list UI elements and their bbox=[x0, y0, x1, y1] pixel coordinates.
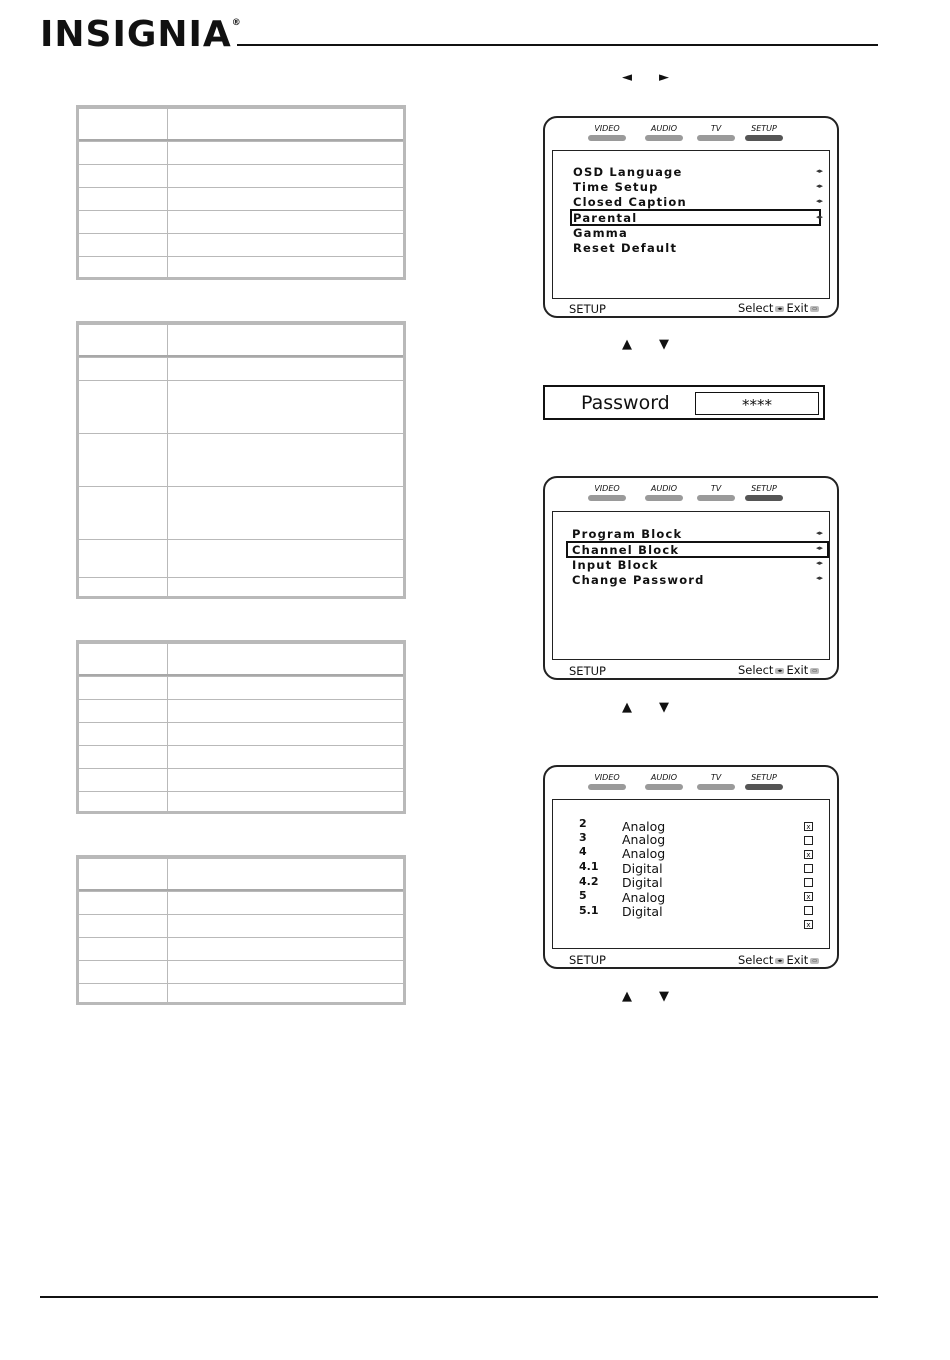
footer-hints bbox=[738, 953, 821, 967]
tab-label: SETUP bbox=[751, 484, 777, 493]
table-row bbox=[79, 433, 403, 486]
menu-item-program-block[interactable]: Program Block bbox=[572, 527, 683, 541]
table-3 bbox=[76, 640, 406, 814]
channel-checkbox[interactable] bbox=[804, 864, 813, 873]
table-row bbox=[79, 256, 403, 279]
channel-checkbox[interactable] bbox=[804, 836, 813, 845]
menu-key-icon: ▭ bbox=[812, 957, 817, 964]
channel-number: 4 bbox=[579, 845, 587, 858]
tab-label: AUDIO bbox=[650, 124, 678, 133]
table-row bbox=[79, 914, 403, 937]
tab-setup[interactable] bbox=[742, 124, 786, 141]
footer-setup-label: SETUP bbox=[569, 302, 606, 316]
menu-item-input-block[interactable]: Input Block bbox=[572, 558, 659, 572]
table-1 bbox=[76, 105, 406, 280]
tab-video[interactable] bbox=[585, 484, 629, 501]
menu-item-gamma[interactable]: Gamma bbox=[573, 226, 628, 240]
tab-tv[interactable] bbox=[694, 124, 738, 141]
select-key-icon: ◂▸ bbox=[777, 305, 783, 312]
channel-list-panel bbox=[552, 799, 830, 949]
table-header-row bbox=[79, 643, 403, 676]
tab-video[interactable] bbox=[585, 773, 629, 790]
channel-number: 5.1 bbox=[579, 904, 599, 917]
osd-setup-screen bbox=[543, 116, 839, 318]
footer-hints bbox=[738, 663, 821, 677]
osd-tab-bar bbox=[545, 124, 837, 144]
submenu-arrow-icon: ◂▸ bbox=[815, 574, 823, 582]
tab-pill bbox=[645, 495, 683, 501]
submenu-arrow-icon: ◂▸ bbox=[815, 544, 823, 552]
submenu-arrow-icon: ◂▸ bbox=[815, 213, 823, 221]
tab-pill bbox=[745, 135, 783, 141]
channel-number: 5 bbox=[579, 889, 587, 902]
table-row bbox=[79, 699, 403, 722]
tab-tv[interactable] bbox=[694, 773, 738, 790]
submenu-arrow-icon: ◂▸ bbox=[815, 529, 823, 537]
table-row bbox=[79, 187, 403, 210]
tab-setup[interactable] bbox=[742, 773, 786, 790]
down-arrow-icon: ▼ bbox=[659, 700, 669, 715]
channel-number: 4.2 bbox=[579, 875, 599, 888]
table-row bbox=[79, 233, 403, 256]
tab-audio[interactable] bbox=[642, 124, 686, 141]
tab-label: TV bbox=[710, 124, 722, 133]
footer-exit: Exit bbox=[786, 953, 809, 967]
submenu-arrow-icon: ◂▸ bbox=[815, 197, 823, 205]
password-dialog bbox=[543, 385, 825, 420]
menu-item-osd-language[interactable]: OSD Language bbox=[573, 165, 683, 179]
tab-pill bbox=[745, 495, 783, 501]
up-arrow-icon: ▲ bbox=[622, 700, 632, 715]
osd-tab-bar bbox=[545, 773, 837, 793]
tab-label: VIDEO bbox=[594, 484, 620, 493]
submenu-arrow-icon: ◂▸ bbox=[815, 182, 823, 190]
channel-checkbox[interactable] bbox=[804, 878, 813, 887]
tab-pill bbox=[645, 135, 683, 141]
submenu-arrow-icon: ◂▸ bbox=[815, 559, 823, 567]
table-row bbox=[79, 791, 403, 811]
tab-pill bbox=[588, 135, 626, 141]
channel-checkbox[interactable]: x bbox=[804, 822, 813, 831]
table-row bbox=[79, 676, 403, 699]
left-arrow-icon: ◄ bbox=[622, 70, 632, 85]
tab-label: TV bbox=[710, 773, 722, 782]
tab-tv[interactable] bbox=[694, 484, 738, 501]
channel-type: Analog bbox=[622, 846, 666, 861]
registered-mark: ® bbox=[231, 18, 242, 28]
channel-type: Analog bbox=[622, 832, 666, 847]
channel-checkbox[interactable]: x bbox=[804, 920, 813, 929]
select-key-icon: ◂▸ bbox=[777, 667, 783, 674]
footer-setup-label: SETUP bbox=[569, 953, 606, 967]
insignia-logo bbox=[40, 14, 242, 55]
channel-checkbox[interactable]: x bbox=[804, 850, 813, 859]
channel-number: 3 bbox=[579, 831, 587, 844]
menu-key-icon: ▭ bbox=[812, 305, 817, 312]
osd-menu-panel bbox=[552, 150, 830, 299]
table-row bbox=[79, 486, 403, 539]
menu-item-closed-caption[interactable]: Closed Caption bbox=[573, 195, 687, 209]
channel-number: 4.1 bbox=[579, 860, 599, 873]
menu-item-channel-block[interactable]: Channel Block bbox=[572, 543, 680, 557]
table-row bbox=[79, 745, 403, 768]
tab-audio[interactable] bbox=[642, 484, 686, 501]
tab-pill bbox=[697, 495, 735, 501]
table-row bbox=[79, 357, 403, 380]
channel-number: 2 bbox=[579, 817, 587, 830]
footer-select: Select bbox=[737, 953, 774, 967]
table-header-row bbox=[79, 858, 403, 891]
up-arrow-icon: ▲ bbox=[622, 337, 632, 352]
tab-pill bbox=[645, 784, 683, 790]
tab-pill bbox=[745, 784, 783, 790]
tab-label: VIDEO bbox=[594, 124, 620, 133]
tab-label: AUDIO bbox=[650, 773, 678, 782]
up-arrow-icon: ▲ bbox=[622, 989, 632, 1004]
osd-parental-screen bbox=[543, 476, 839, 680]
brand-name: INSIGNIA bbox=[40, 14, 232, 55]
table-row bbox=[79, 539, 403, 577]
footer-select: Select bbox=[737, 663, 774, 677]
footer-hints bbox=[738, 301, 821, 315]
menu-item-change-password[interactable]: Change Password bbox=[572, 573, 705, 587]
down-arrow-icon: ▼ bbox=[659, 989, 669, 1004]
table-row bbox=[79, 891, 403, 914]
tab-video[interactable] bbox=[585, 124, 629, 141]
table-row bbox=[79, 210, 403, 233]
osd-channel-block-screen bbox=[543, 765, 839, 969]
submenu-arrow-icon: ◂▸ bbox=[815, 167, 823, 175]
channel-type: Digital bbox=[622, 861, 663, 876]
tab-label: TV bbox=[710, 484, 722, 493]
table-row bbox=[79, 577, 403, 599]
menu-item-parental[interactable]: Parental bbox=[573, 211, 638, 225]
password-label: Password bbox=[581, 392, 670, 414]
channel-type: Digital bbox=[622, 904, 663, 919]
tab-setup[interactable] bbox=[742, 484, 786, 501]
password-input[interactable]: **** bbox=[695, 392, 819, 415]
tab-audio[interactable] bbox=[642, 773, 686, 790]
footer-exit: Exit bbox=[786, 301, 809, 315]
tab-label: AUDIO bbox=[650, 484, 678, 493]
osd-tab-bar bbox=[545, 484, 837, 504]
table-row bbox=[79, 983, 403, 1002]
channel-type: Analog bbox=[622, 819, 666, 834]
table-row bbox=[79, 380, 403, 433]
table-4 bbox=[76, 855, 406, 1005]
table-2 bbox=[76, 321, 406, 599]
tab-pill bbox=[588, 495, 626, 501]
table-row bbox=[79, 164, 403, 187]
tab-label: VIDEO bbox=[594, 773, 620, 782]
down-arrow-icon: ▼ bbox=[659, 337, 669, 352]
osd-menu-panel bbox=[552, 511, 830, 660]
footer-exit: Exit bbox=[786, 663, 809, 677]
table-row bbox=[79, 722, 403, 745]
tab-label: SETUP bbox=[751, 124, 777, 133]
right-arrow-icon: ► bbox=[659, 70, 669, 85]
channel-type: Analog bbox=[622, 890, 666, 905]
channel-checkbox[interactable] bbox=[804, 906, 813, 915]
table-row bbox=[79, 937, 403, 960]
footer-rule bbox=[40, 1296, 878, 1298]
menu-key-icon: ▭ bbox=[812, 667, 817, 674]
tab-pill bbox=[697, 784, 735, 790]
tab-pill bbox=[588, 784, 626, 790]
table-header-row bbox=[79, 324, 403, 357]
tab-label: SETUP bbox=[751, 773, 777, 782]
footer-setup-label: SETUP bbox=[569, 664, 606, 678]
table-row bbox=[79, 960, 403, 983]
table-row bbox=[79, 141, 403, 164]
tab-pill bbox=[697, 135, 735, 141]
select-key-icon: ◂▸ bbox=[777, 957, 783, 964]
channel-checkbox[interactable]: x bbox=[804, 892, 813, 901]
menu-item-time-setup[interactable]: Time Setup bbox=[573, 180, 659, 194]
header-rule bbox=[237, 44, 878, 46]
table-row bbox=[79, 768, 403, 791]
footer-select: Select bbox=[737, 301, 774, 315]
table-header-row bbox=[79, 108, 403, 141]
channel-type: Digital bbox=[622, 875, 663, 890]
menu-item-reset-default[interactable]: Reset Default bbox=[573, 241, 678, 255]
